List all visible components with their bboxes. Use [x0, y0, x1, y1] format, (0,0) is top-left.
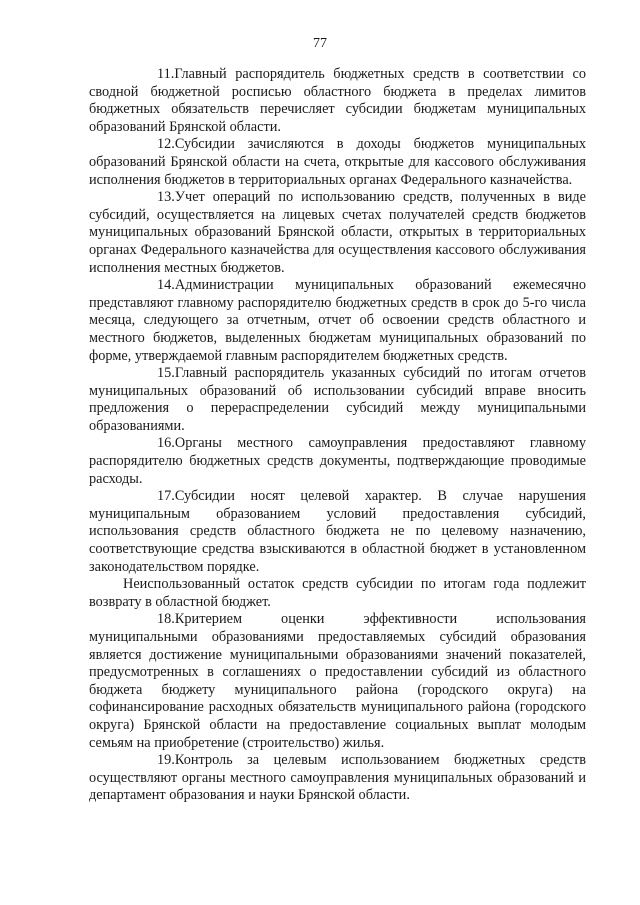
paragraph-17-continuation: [89, 576, 586, 611]
paragraph-number: 19.: [157, 752, 175, 769]
document-body: [89, 66, 586, 805]
paragraph-19: [89, 752, 586, 805]
paragraph-number: 11.: [157, 66, 175, 82]
paragraph-text: Субсидии зачисляются в доходы бюджетов муниципальных образований Брянской области на счета, открытые для кассового обслуживания исполнения бюджетов в территориальных органах Федерального казначейства.: [89, 136, 586, 188]
paragraph-text: Главный распорядитель бюджетных средств в соответствии со сводной бюджетной росписью областного бюджета в пределах лимитов бюджетных обязательств перечисляет субсидии бюджетам муниципальных образований Брянской области.: [89, 66, 586, 135]
paragraph-number: 18.: [157, 611, 175, 628]
paragraph-number: 14.: [157, 277, 175, 294]
paragraph-text: Главный распорядитель указанных субсидий по итогам отчетов муниципальных образований об использовании субсидий вправе вносить предложения о перераспределении субсидий между муниципальными образованиями.: [89, 365, 586, 434]
paragraph-12: [89, 136, 586, 189]
paragraph-number: 15.: [157, 365, 175, 382]
paragraph-text: Субсидии носят целевой характер. В случае нарушения муниципальным образованием условий предоставления субсидий, использования средств областного бюджета не по целевому назначению, соответствующие средства взыскиваются в областной бюджет в установленном законодательством порядке.: [89, 488, 586, 575]
paragraph-number: 13.: [157, 189, 175, 206]
paragraph-text: Органы местного самоуправления предоставляют главному распорядителю бюджетных средств документы, подтверждающие проводимые расходы.: [89, 435, 586, 487]
paragraph-11: [89, 66, 586, 136]
paragraph-number: 16.: [157, 435, 175, 452]
paragraph-text: Контроль за целевым использованием бюджетных средств осуществляют органы местного самоуправления муниципальных образований и департамент образования и науки Брянской области.: [89, 752, 586, 804]
paragraph-15: [89, 365, 586, 435]
paragraph-text: Администрации муниципальных образований ежемесячно представляют главному распорядителю бюджетных средств в срок до 5-го числа месяца, следующего за отчетным, отчет об освоении средств областного и местного бюджетов, выделенных бюджетам муниципальных образований по форме, утверждаемой главным распорядителем бюджетных средств.: [89, 277, 586, 364]
paragraph-14: [89, 277, 586, 365]
page-number: 77: [313, 36, 327, 51]
paragraph-16: [89, 435, 586, 488]
paragraph-number: 17.: [157, 488, 175, 505]
paragraph-text: Учет операций по использованию средств, полученных в виде субсидий, осуществляется на лицевых счетах получателей средств бюджетов муниципальных образований Брянской области, открытых в территориальных органах Федерального казначейства для осуществления кассового обслуживания исполнения местных бюджетов.: [89, 189, 586, 276]
paragraph-13: [89, 189, 586, 277]
paragraph-17: [89, 488, 586, 576]
paragraph-text: Неиспользованный остаток средств субсидии по итогам года подлежит возврату в областной бюджет.: [89, 576, 586, 610]
paragraph-text: Критерием оценки эффективности использования муниципальными образованиями предоставляемых субсидий образования является достижение муниципальными образованиями значений показателей, предусмотренных в соглашениях о предоставлении субсидий из областного бюджета бюджету муниципального района (городского округа) на софинансирование расходных обязательств муниципального района (городского округа) Брянской области на предоставление социальных выплат молодым семьям на приобретение (строительство) жилья.: [89, 611, 586, 751]
paragraph-number: 12.: [157, 136, 175, 153]
paragraph-18: [89, 611, 586, 752]
